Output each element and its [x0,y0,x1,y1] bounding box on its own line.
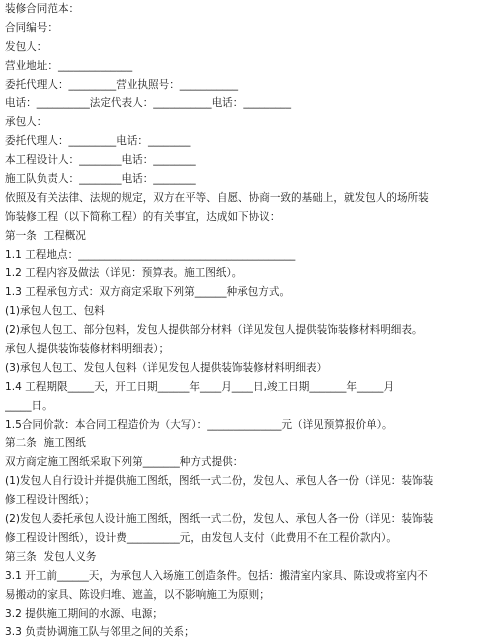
document-line: 第二条 施工图纸 [5,437,86,450]
document-line: (2)发包人委托承包人设计施工图纸，图纸一式二份，发包人、承包人各一份（详见：装饰装 [5,513,434,526]
document-line: (3)承包人包工、发包人包料（详见发包人提供装饰装修材料明细表） [5,361,328,374]
document-line: 依照及有关法律、法规的规定，双方在平等、自愿、协商一致的基础上，就发包人的场所装 [5,191,429,204]
document-line: 3.2 提供施工期间的水源、电源； [5,607,163,620]
document-line: 易搬动的家具、陈设归堆、遮盖，以不影响施工为原则； [5,588,270,601]
document-line: 3.1 开工前______天，为承包人入场施工创造条件。包括：搬清室内家具、陈设或将室内不 [5,569,428,582]
document-line: 饰装修工程（以下简称工程）的有关事宜，达成如下协议： [5,210,281,223]
document-line: 1.4 工程期限_____天，开工日期______年____月____日,竣工日期_______年_____月 [5,380,395,393]
document-line: 修工程设计图纸），设计费__________元，由发包人支付（此费用不在工程价款内）。 [5,531,397,544]
document-line: 第三条 发包人义务 [5,550,97,563]
document-line: (1)承包人包工、包料 [5,305,105,318]
document-line: 1.5合同价款：本合同工程造价为（大写）：______________元（详见预算报价单）。 [5,418,393,431]
document-line: (1)发包人自行设计并提供施工图纸，图纸一式二份，发包人、承包人各一份（详见：装饰装 [5,475,434,488]
document-line: (2)承包人包工、部分包料，发包人提供部分材料（详见发包人提供装饰装修材料明细表。 [5,324,423,337]
document-line: 3.3 负责协调施工队与邻里之间的关系； [5,626,195,639]
document-line: 发包人： [5,40,48,53]
document-line: 施工队负责人：________电话：________ [5,173,196,186]
document-line: 1.2 工程内容及做法（详见：预算表。施工图纸）。 [5,267,243,280]
document-line: 承包人： [5,116,48,129]
document-line: 双方商定施工图纸采取下列第_______种方式提供： [5,456,244,469]
document-line: 承包人提供装饰装修材料明细表）； [5,343,170,356]
document-line: _____日。 [5,399,53,412]
document-line: 合同编号： [5,21,58,34]
document-line: 委托代理人：_________营业执照号：___________ [5,78,239,91]
document-line: 本工程设计人：________电话：________ [5,154,196,167]
document-line: 1.1 工程地点：_________________________________________ [5,248,296,261]
document-line: 1.3 工程承包方式：双方商定采取下列第______种承包方式。 [5,286,291,299]
document-line: 修工程设计图纸）； [5,494,96,507]
document-line: 电话：__________法定代表人：___________电话：_________ [5,97,292,110]
document-line: 营业地址：______________ [5,59,133,72]
document-line: 委托代理人：_________电话：________ [5,135,191,148]
document-line: 第一条 工程概况 [5,229,86,242]
document-line: 装修合同范本： [5,3,80,15]
